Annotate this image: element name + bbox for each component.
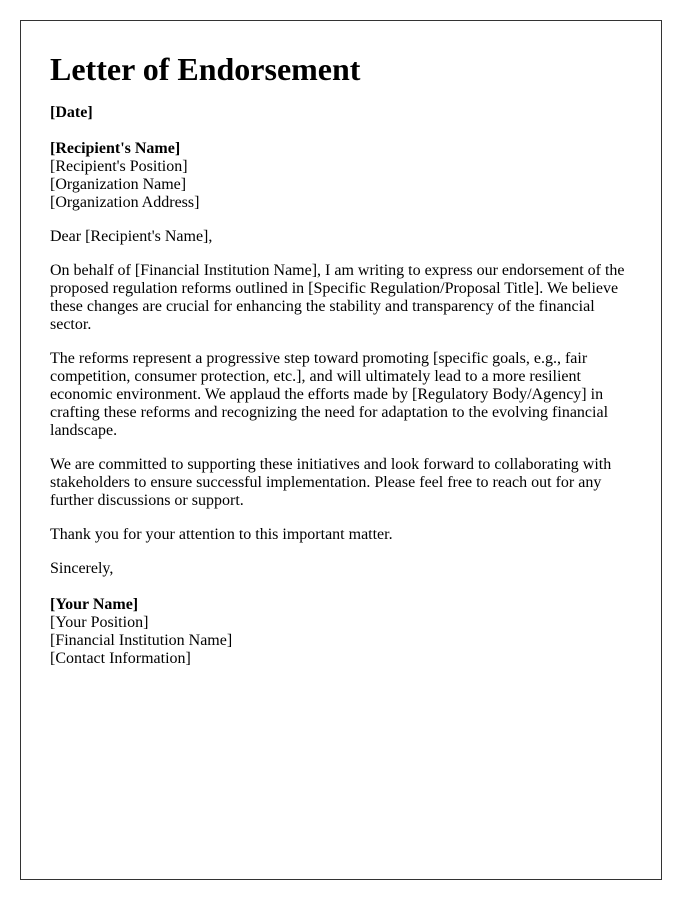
body-paragraph-3: We are committed to supporting these initiatives and look forward to collaborating with stakeholders to ensure successful implementation. Please feel free to reach out for any further discussions or support. — [50, 456, 612, 509]
sender-position: [Your Position] — [50, 614, 149, 631]
recipient-block — [50, 140, 633, 212]
sender-contact: [Contact Information] — [50, 650, 191, 667]
recipient-address: [Organization Address] — [50, 194, 200, 211]
sender-block — [50, 596, 633, 668]
body-paragraph-4: Thank you for your attention to this important matter. — [50, 526, 393, 543]
letter-title: Letter of Endorsement — [50, 51, 361, 87]
sender-name: [Your Name] — [50, 596, 139, 613]
sender-institution: [Financial Institution Name] — [50, 632, 233, 649]
closing: Sincerely, — [50, 560, 114, 577]
body-paragraph-2: The reforms represent a progressive step toward promoting [specific goals, e.g., fair competition, consumer protection, etc.], and will ultimately lead to a more resilient economic environment. We applaud the efforts made by [Regulatory Body/Agency] in crafting these reforms and recognizing the need for adaptation to the evolving financial landscape. — [50, 350, 609, 439]
salutation: Dear [Recipient's Name], — [50, 228, 213, 245]
recipient-position: [Recipient's Position] — [50, 158, 188, 175]
recipient-organization: [Organization Name] — [50, 176, 187, 193]
letter-page — [20, 20, 662, 880]
recipient-name: [Recipient's Name] — [50, 140, 181, 157]
body-paragraph-1: On behalf of [Financial Institution Name], I am writing to express our endorsement of the proposed regulation reforms outlined in [Specific Regulation/Proposal Title]. We believe these changes are crucial for enhancing the stability and transparency of the financial sector. — [50, 262, 625, 333]
letter-date: [Date] — [50, 104, 93, 121]
